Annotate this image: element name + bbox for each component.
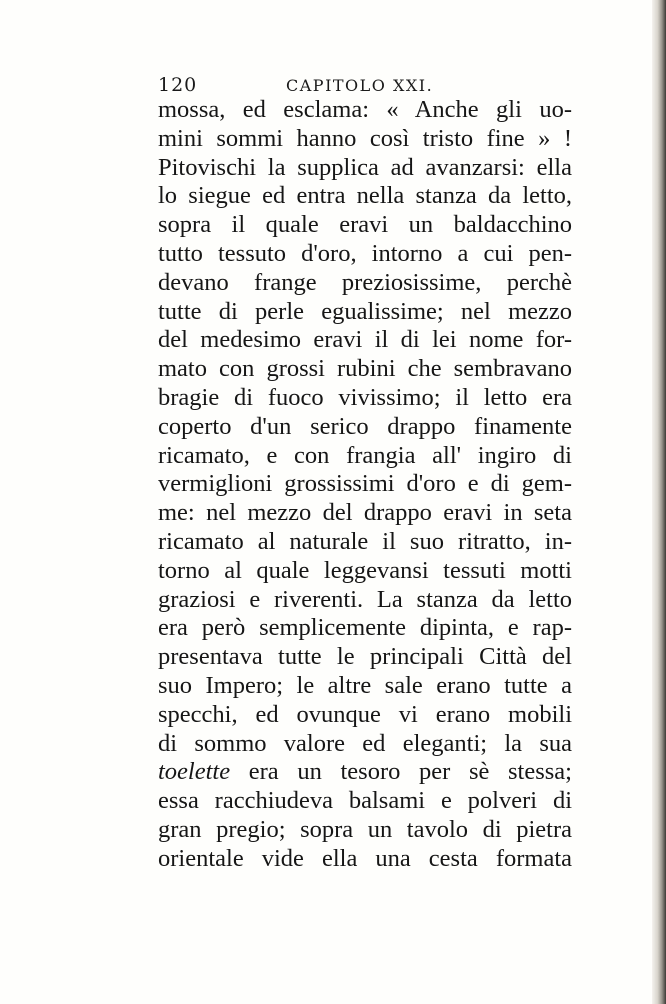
text-line: me: nel mezzo del drappo eravi in seta [158,499,572,527]
text-line: Pitovischi la supplica ad avanzarsi: ella [158,153,572,181]
text-line: ricamato, e con frangia all' ingiro di [158,441,572,469]
text-line: era però semplicemente dipinta, e rap- [158,614,572,642]
text-line: suo Impero; le altre sale erano tutte a [158,671,572,699]
page-number: 120 [158,74,198,96]
text-line: graziosi e riverenti. La stanza da letto [158,585,572,613]
text-line: specchi, ed ovunque vi erano mobili [158,700,572,728]
text-line-rest: era un tesoro per sè stessa; [248,758,572,786]
text-line: ricamato al naturale il suo ritratto, in- [158,527,572,555]
text-line: vermiglioni grossissimi d'oro e di gem- [158,470,572,498]
text-line: tutte di perle egualissime; nel mezzo [158,297,572,325]
text-line: mini sommi hanno così tristo fine » ! [158,124,572,152]
text-line: torno al quale leggevansi tessuti motti [158,556,572,584]
text-line: mato con grossi rubini che sembravano [158,355,572,383]
text-line: bragie di fuoco vivissimo; il letto era [158,383,572,411]
text-line: orientale vide ella una cesta formata [158,844,572,872]
text-line: coperto d'un serico drappo finamente [158,412,572,440]
text-line: del medesimo eravi il di lei nome for- [158,326,572,354]
text-line: devano frange preziosissime, perchè [158,268,572,296]
text-line: di sommo valore ed eleganti; la sua [158,729,572,757]
body-text [158,96,572,874]
text-line: tutto tessuto d'oro, intorno a cui pen- [158,239,572,267]
text-line: presentava tutte le principali Città del [158,643,572,671]
text-line: essa racchiudeva balsami e polveri di [158,787,572,815]
italic-word: toelette [158,758,231,786]
text-line: mossa, ed esclama: « Anche gli uo- [158,96,572,123]
text-line-italic [158,758,572,787]
text-line: lo siegue ed entra nella stanza da letto, [158,182,572,210]
page-edge [652,0,666,1004]
text-line: gran pregio; sopra un tavolo di pietra [158,815,572,843]
text-line: sopra il quale eravi un baldacchino [158,211,572,239]
chapter-title: CAPITOLO XXI. [286,76,434,95]
